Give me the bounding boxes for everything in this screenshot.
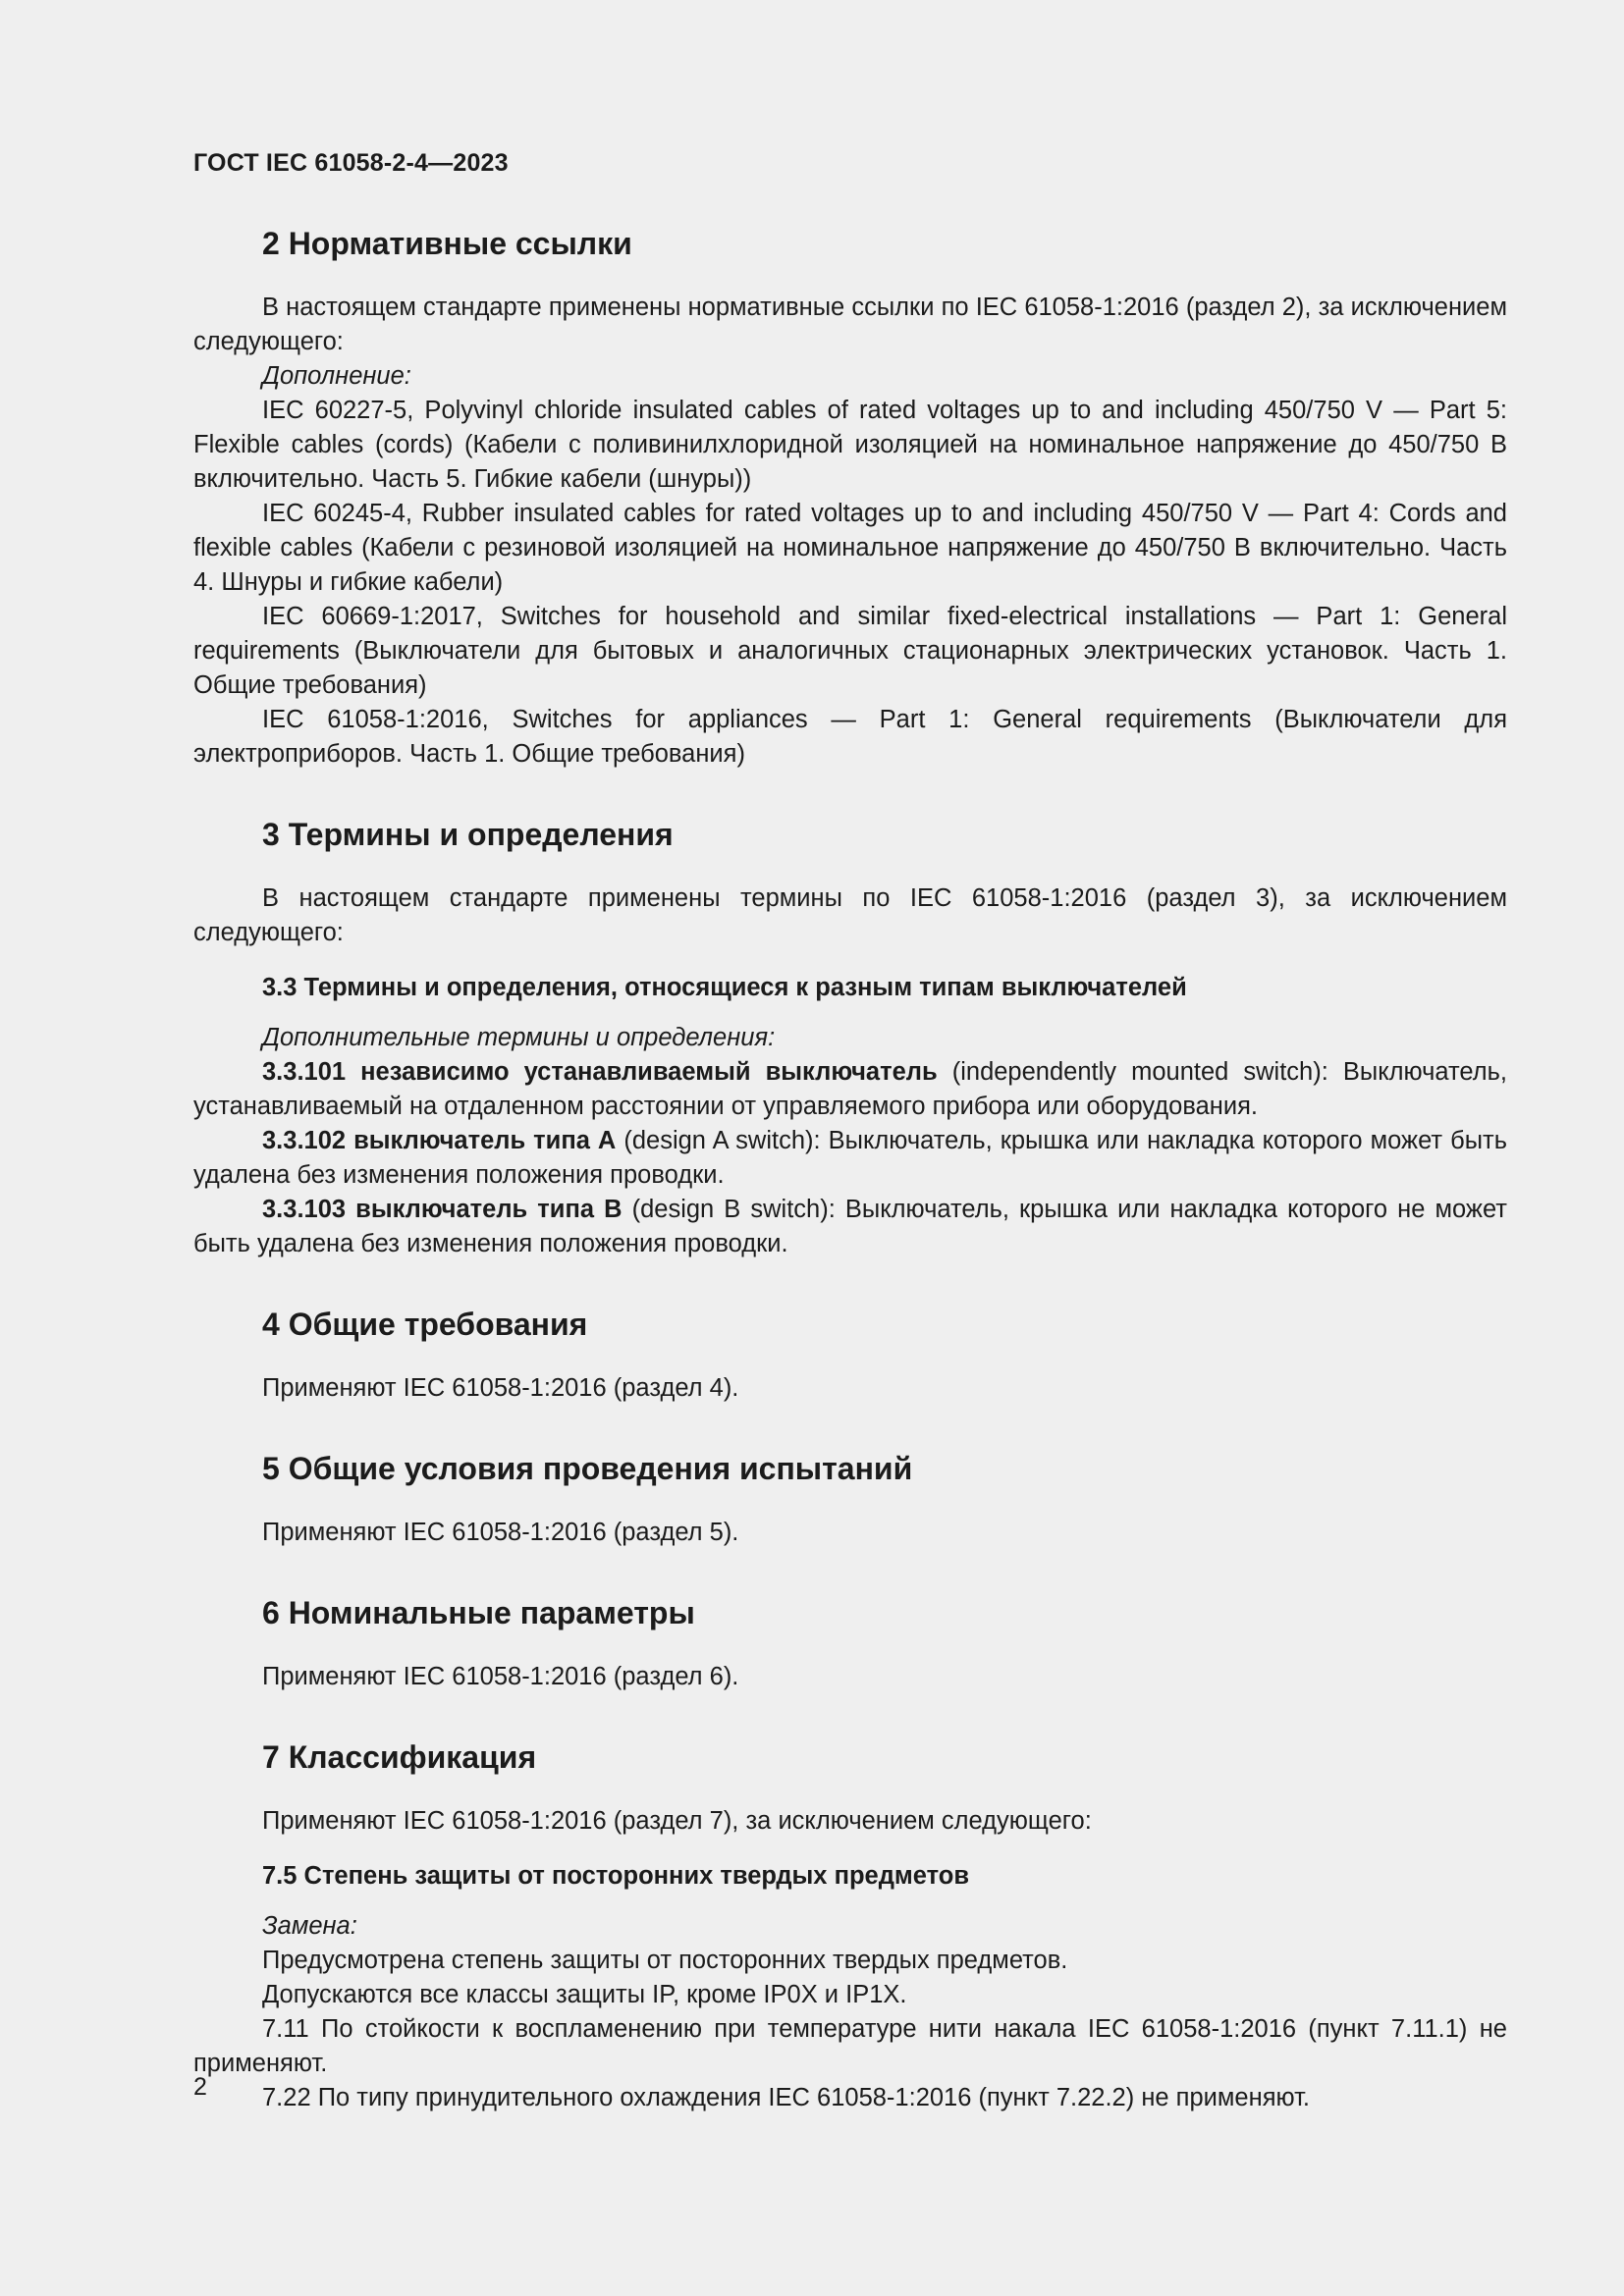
term-3-3-102-name: 3.3.102 выключатель типа А: [262, 1127, 617, 1154]
document-body: [193, 220, 1507, 2115]
clause-7-11: 7.11 По стойкости к воспламенению при температуре нити накала IEC 61058-1:2016 (пункт 7.11.1) не применяют.: [193, 2015, 1507, 2077]
term-3-3-103-name: 3.3.103 выключатель типа В: [262, 1196, 623, 1223]
section-2-intro: В настоящем стандарте применены нормативные ссылки по IEC 61058-1:2016 (раздел 2), за исключением следующего:: [193, 294, 1507, 355]
section-4-text: Применяют IEC 61058-1:2016 (раздел 4).: [262, 1374, 739, 1402]
section-3-title: 3 Термины и определения: [262, 817, 674, 852]
section-2-title: 2 Нормативные ссылки: [262, 226, 632, 261]
document-page: [193, 0, 1507, 2296]
reference-iec-60227-5: IEC 60227-5, Polyvinyl chloride insulated cables of rated voltages up to and including 450/750 V — Part 5: Flexible cables (cords) (Кабели с поливинилхлоридной изоляцией на номинальное напряжение до 450/750 В включительно. Часть 5. Гибкие кабели (шнуры)): [193, 397, 1507, 493]
subsection-7-5-title: 7.5 Степень защиты от посторонних твердых предметов: [262, 1862, 970, 1890]
section-6-title: 6 Номинальные параметры: [262, 1595, 695, 1630]
term-3-3-101-name: 3.3.101 независимо устанавливаемый выключатель: [262, 1058, 938, 1086]
term-3-3-101-definition: (independently mounted switch): Выключатель, устанавливаемый на отдаленном расстоянии от управляемого прибора или оборудования.: [193, 1058, 1507, 1120]
additional-terms-label: Дополнительные термины и определения:: [262, 1024, 776, 1051]
term-3-3-103-definition: (design B switch): Выключатель, крышка или накладка которого не может быть удалена без изменения положения проводки.: [193, 1196, 1507, 1257]
term-3-3-102: [193, 1124, 1507, 1193]
clause-7-22: 7.22 По типу принудительного охлаждения IEC 61058-1:2016 (пункт 7.22.2) не применяют.: [262, 2084, 1311, 2111]
term-3-3-102-definition: (design A switch): Выключатель, крышка или накладка которого может быть удалена без изменения положения проводки.: [193, 1127, 1507, 1189]
protection-line-2: Допускаются все классы защиты IP, кроме IP0X и IP1X.: [262, 1981, 907, 2008]
page-number: 2: [193, 2073, 207, 2101]
section-6-text: Применяют IEC 61058-1:2016 (раздел 6).: [262, 1663, 739, 1690]
section-3-intro: В настоящем стандарте применены термины по IEC 61058-1:2016 (раздел 3), за исключением следующего:: [193, 884, 1507, 946]
document-header: ГОСТ IEC 61058-2-4—2023: [193, 149, 509, 177]
section-4-title: 4 Общие требования: [262, 1307, 588, 1342]
term-3-3-101: [193, 1055, 1507, 1124]
section-7-text: Применяют IEC 61058-1:2016 (раздел 7), за исключением следующего:: [262, 1807, 1092, 1835]
section-5-text: Применяют IEC 61058-1:2016 (раздел 5).: [262, 1519, 739, 1546]
term-3-3-103: [193, 1193, 1507, 1261]
section-2-addition-label: Дополнение:: [262, 362, 411, 390]
reference-iec-60245-4: IEC 60245-4, Rubber insulated cables for rated voltages up to and including 450/750 V — Part 4: Cords and flexible cables (Кабели с резиновой изоляцией на номинальное напряжение до 450/750 В включительно. Часть 4. Шнуры и гибкие кабели): [193, 500, 1507, 596]
reference-iec-60669-1: IEC 60669-1:2017, Switches for household and similar fixed-electrical installations — Part 1: General requirements (Выключатели для бытовых и аналогичных стационарных электрических установок. Часть 1. Общие требования): [193, 603, 1507, 699]
protection-line-1: Предусмотрена степень защиты от посторонних твердых предметов.: [262, 1947, 1068, 1974]
replacement-label: Замена:: [262, 1912, 357, 1940]
subsection-3-3-title: 3.3 Термины и определения, относящиеся к разным типам выключателей: [262, 974, 1187, 1001]
section-5-title: 5 Общие условия проведения испытаний: [262, 1451, 913, 1486]
section-7-title: 7 Классификация: [262, 1739, 537, 1775]
reference-iec-61058-1: IEC 61058-1:2016, Switches for appliances — Part 1: General requirements (Выключатели для электроприборов. Часть 1. Общие требования): [193, 706, 1507, 768]
